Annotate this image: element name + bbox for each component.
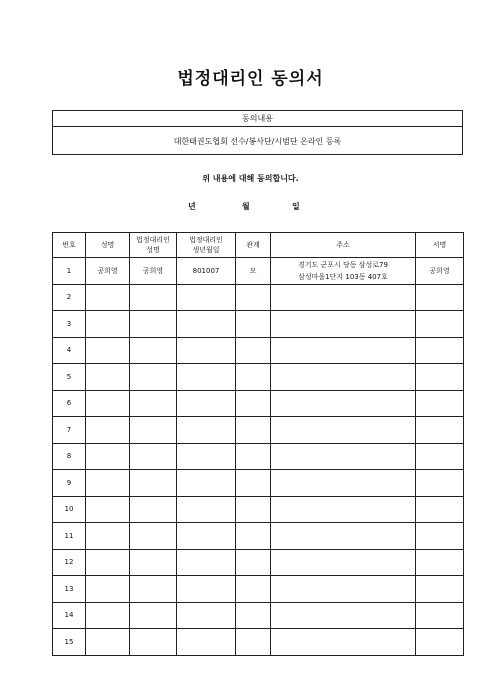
row-address — [271, 417, 416, 444]
row-guardian-birth — [177, 337, 236, 364]
row-relation: 모 — [236, 258, 271, 285]
row-guardian-birth — [177, 629, 236, 656]
row-signature — [416, 443, 464, 470]
row-relation — [236, 417, 271, 444]
row-guardian-name — [130, 576, 177, 603]
row-no: 2 — [53, 284, 86, 311]
row-address — [271, 602, 416, 629]
row-guardian-birth — [177, 496, 236, 523]
row-address — [271, 311, 416, 338]
row-no: 12 — [53, 549, 86, 576]
table-body — [53, 258, 464, 656]
row-guardian-birth — [177, 311, 236, 338]
row-signature — [416, 470, 464, 497]
row-signature — [416, 390, 464, 417]
header-name: 성명 — [86, 233, 130, 258]
row-signature — [416, 337, 464, 364]
header-address: 주소 — [271, 233, 416, 258]
row-guardian-name — [130, 337, 177, 364]
row-address-line2: 삼성마을1단지 103동 407호 — [298, 272, 388, 281]
row-guardian-name: 공희영 — [130, 258, 177, 285]
consent-content: 대한태권도협회 선수/봉사단/시범단 온라인 등록 — [173, 137, 342, 146]
table-row — [53, 390, 464, 417]
row-name: 공희영 — [86, 258, 130, 285]
row-guardian-name — [130, 602, 177, 629]
row-signature — [416, 629, 464, 656]
row-signature — [416, 549, 464, 576]
row-relation — [236, 311, 271, 338]
table-row — [53, 258, 464, 285]
table-row — [53, 284, 464, 311]
row-no: 8 — [53, 443, 86, 470]
row-no: 10 — [53, 496, 86, 523]
row-relation — [236, 549, 271, 576]
date-month-label: 월 — [242, 202, 250, 211]
row-relation — [236, 337, 271, 364]
row-guardian-birth — [177, 470, 236, 497]
table-row — [53, 470, 464, 497]
row-no: 14 — [53, 602, 86, 629]
row-no: 13 — [53, 576, 86, 603]
table-row — [53, 417, 464, 444]
table-row — [53, 549, 464, 576]
row-no: 6 — [53, 390, 86, 417]
row-signature: 공희영 — [416, 258, 464, 285]
row-address — [271, 470, 416, 497]
row-address — [271, 390, 416, 417]
row-guardian-name — [130, 284, 177, 311]
row-address — [271, 364, 416, 391]
row-signature — [416, 364, 464, 391]
row-guardian-birth — [177, 549, 236, 576]
table-row — [53, 576, 464, 603]
row-relation — [236, 284, 271, 311]
row-address — [271, 258, 416, 285]
row-guardian-name — [130, 470, 177, 497]
row-address-line1: 경기도 군포시 당동 삼성로79 — [298, 260, 388, 269]
row-guardian-name — [130, 311, 177, 338]
row-name — [86, 470, 130, 497]
row-name — [86, 576, 130, 603]
row-signature — [416, 496, 464, 523]
table-row — [53, 364, 464, 391]
row-address — [271, 337, 416, 364]
header-guardian-name — [130, 233, 177, 258]
row-signature — [416, 417, 464, 444]
table-row — [53, 337, 464, 364]
row-guardian-name — [130, 417, 177, 444]
date-year-label: 년 — [188, 202, 196, 211]
row-no: 1 — [53, 258, 86, 285]
header-relation: 관계 — [236, 233, 271, 258]
row-no: 5 — [53, 364, 86, 391]
header-guardian-birth-line2: 생년월일 — [192, 246, 220, 254]
row-name — [86, 629, 130, 656]
row-name — [86, 602, 130, 629]
row-guardian-birth — [177, 443, 236, 470]
row-signature — [416, 284, 464, 311]
row-guardian-birth — [177, 390, 236, 417]
consent-header: 동의내용 — [53, 111, 462, 127]
row-guardian-name — [130, 549, 177, 576]
row-address — [271, 576, 416, 603]
row-guardian-birth — [177, 364, 236, 391]
date-day-label: 일 — [292, 202, 300, 211]
header-no: 번호 — [53, 233, 86, 258]
row-name — [86, 364, 130, 391]
row-guardian-name — [130, 443, 177, 470]
row-name — [86, 549, 130, 576]
row-name — [86, 284, 130, 311]
row-name — [86, 311, 130, 338]
row-relation — [236, 470, 271, 497]
table-row — [53, 523, 464, 550]
table-row — [53, 629, 464, 656]
row-guardian-name — [130, 390, 177, 417]
row-no: 11 — [53, 523, 86, 550]
row-guardian-birth: 801007 — [177, 258, 236, 285]
row-no: 3 — [53, 311, 86, 338]
row-signature — [416, 576, 464, 603]
row-relation — [236, 443, 271, 470]
row-relation — [236, 523, 271, 550]
row-no: 9 — [53, 470, 86, 497]
table-row — [53, 602, 464, 629]
row-guardian-birth — [177, 417, 236, 444]
row-no: 4 — [53, 337, 86, 364]
row-relation — [236, 576, 271, 603]
row-signature — [416, 523, 464, 550]
row-address — [271, 496, 416, 523]
row-address — [271, 443, 416, 470]
agreement-statement: 위 내용에 대해 동의합니다. — [202, 174, 299, 183]
row-guardian-name — [130, 629, 177, 656]
row-name — [86, 523, 130, 550]
row-guardian-name — [130, 364, 177, 391]
row-address — [271, 523, 416, 550]
row-address — [271, 629, 416, 656]
row-guardian-name — [130, 523, 177, 550]
header-guardian-name-line1: 법정대리인 — [136, 236, 170, 244]
row-name — [86, 443, 130, 470]
document-title: 법정대리인 동의서 — [177, 69, 324, 89]
header-signature: 서명 — [416, 233, 464, 258]
row-relation — [236, 390, 271, 417]
table-row — [53, 311, 464, 338]
row-guardian-birth — [177, 284, 236, 311]
row-relation — [236, 602, 271, 629]
row-no: 7 — [53, 417, 86, 444]
row-relation — [236, 629, 271, 656]
row-relation — [236, 496, 271, 523]
row-address — [271, 549, 416, 576]
table-row — [53, 496, 464, 523]
header-guardian-name-line2: 성명 — [146, 246, 160, 254]
row-relation — [236, 364, 271, 391]
row-no: 15 — [53, 629, 86, 656]
row-signature — [416, 311, 464, 338]
consent-box — [52, 110, 463, 155]
header-guardian-birth — [177, 233, 236, 258]
row-signature — [416, 602, 464, 629]
row-name — [86, 337, 130, 364]
row-name — [86, 417, 130, 444]
header-guardian-birth-line1: 법정대리인 — [189, 236, 223, 244]
table-header-row — [53, 233, 464, 258]
row-name — [86, 496, 130, 523]
guardian-table — [52, 232, 464, 656]
row-guardian-birth — [177, 602, 236, 629]
row-guardian-birth — [177, 523, 236, 550]
row-name — [86, 390, 130, 417]
row-address — [271, 284, 416, 311]
row-guardian-name — [130, 496, 177, 523]
row-guardian-birth — [177, 576, 236, 603]
table-row — [53, 443, 464, 470]
